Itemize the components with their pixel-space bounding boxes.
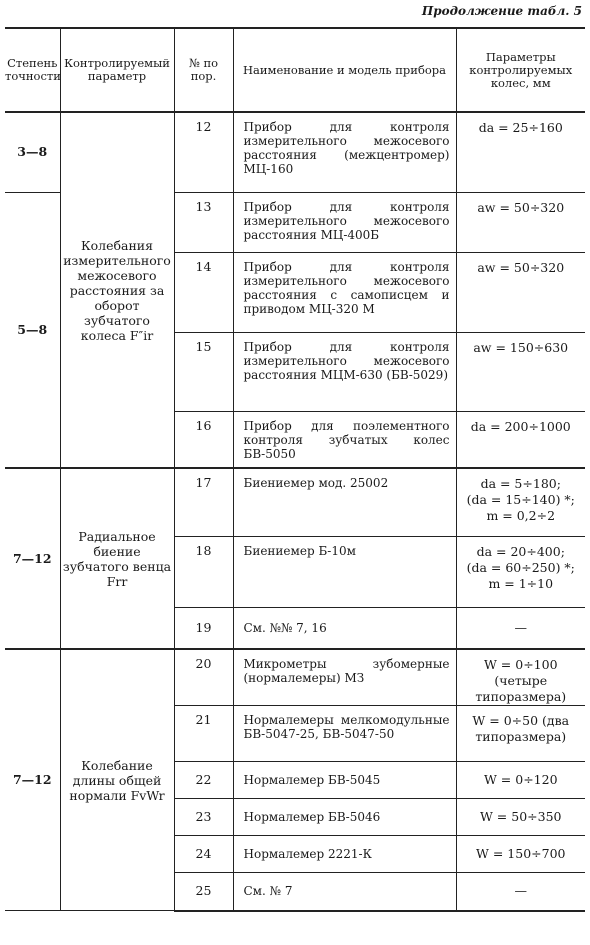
wheel-params	[456, 468, 585, 536]
header-num: № по пор.	[174, 28, 233, 112]
device-name: Нормалемер БВ-5046	[233, 799, 456, 836]
wheel-params: da = 200÷1000	[456, 411, 585, 468]
wheel-params-line: m = 0,2÷2	[486, 508, 556, 523]
row-number: 23	[174, 799, 233, 836]
device-name: Биениемер Б-10м	[233, 536, 456, 607]
row-number: 22	[174, 762, 233, 799]
wheel-params: da = 25÷160	[456, 112, 585, 192]
device-name: Биениемер мод. 25002	[233, 468, 456, 536]
wheel-params	[456, 536, 585, 607]
header-degree: Степень точности	[5, 28, 60, 112]
row-number: 24	[174, 836, 233, 873]
wheel-params-line: da = 20÷400;	[476, 543, 565, 559]
device-name: См. № 7	[233, 873, 456, 911]
wheel-params: W = 0÷50 (два типоразмера)	[456, 706, 585, 762]
wheel-params: —	[456, 607, 585, 649]
device-name: Прибор для контроля измерительного межосевого расстояния МЦ-400Б	[233, 192, 456, 252]
wheel-params: W = 0÷120	[456, 762, 585, 799]
device-name: Нормалемеры мелкомодульные БВ-5047-25, БВ-5047-50	[233, 706, 456, 762]
wheel-params-line: da = 5÷180;	[480, 476, 561, 491]
row-number: 13	[174, 192, 233, 252]
wheel-params: W = 50÷350	[456, 799, 585, 836]
table-row	[5, 649, 585, 706]
row-number: 16	[174, 411, 233, 468]
device-name: См. №№ 7, 16	[233, 607, 456, 649]
wheel-params: W = 0÷100 (четыре типоразмера)	[456, 649, 585, 706]
device-name: Нормалемер 2221-К	[233, 836, 456, 873]
header-param: Контролируемый параметр	[60, 28, 174, 112]
header-row	[5, 28, 585, 112]
row-number: 14	[174, 252, 233, 332]
wheel-params: W = 150÷700	[456, 836, 585, 873]
wheel-params-line: (da = 60÷250) *;	[466, 559, 575, 575]
row-number: 15	[174, 332, 233, 411]
param-cell: Радиальное биение зубчатого венца Frr	[60, 468, 174, 649]
row-number: 18	[174, 536, 233, 607]
row-number: 25	[174, 873, 233, 911]
param-cell: Колебания измерительного межосевого расстояния за оборот зубчатого колеса F″ir	[60, 112, 174, 468]
device-name: Микрометры зубомерные (нормалемеры) МЗ	[233, 649, 456, 706]
degree-cell: 5—8	[5, 192, 60, 468]
device-name: Прибор для контроля измерительного межосевого расстояния с самописцем и приводом МЦ-320 М	[233, 252, 456, 332]
header-device: Наименование и модель прибора	[233, 28, 456, 112]
wheel-params: aw = 50÷320	[456, 192, 585, 252]
degree-cell: 7—12	[5, 649, 60, 911]
wheel-params: —	[456, 873, 585, 911]
wheel-params-line: m = 1÷10	[488, 575, 554, 591]
table-row	[5, 468, 585, 536]
instruments-table	[5, 27, 585, 912]
param-cell: Колебание длины общей нормали FvWr	[60, 649, 174, 911]
device-name: Прибор для контроля измерительного межосевого расстояния (межцентромер) МЦ-160	[233, 112, 456, 192]
device-name: Прибор для контроля измерительного межосевого расстояния МЦМ-630 (БВ-5029)	[233, 332, 456, 411]
device-name: Прибор для поэлементного контроля зубчатых колес БВ-5050	[233, 411, 456, 468]
row-number: 17	[174, 468, 233, 536]
header-wheel-params: Параметры контролируемых колес, мм	[456, 28, 585, 112]
wheel-params: aw = 150÷630	[456, 332, 585, 411]
degree-cell: 3—8	[5, 112, 60, 192]
table-row	[5, 112, 585, 192]
wheel-params: aw = 50÷320	[456, 252, 585, 332]
row-number: 19	[174, 607, 233, 649]
degree-cell: 7—12	[5, 468, 60, 649]
row-number: 20	[174, 649, 233, 706]
row-number: 21	[174, 706, 233, 762]
device-name: Нормалемер БВ-5045	[233, 762, 456, 799]
wheel-params-line: (da = 15÷140) *;	[466, 492, 575, 507]
continuation-caption: Продолжение табл. 5	[421, 4, 582, 18]
row-number: 12	[174, 112, 233, 192]
